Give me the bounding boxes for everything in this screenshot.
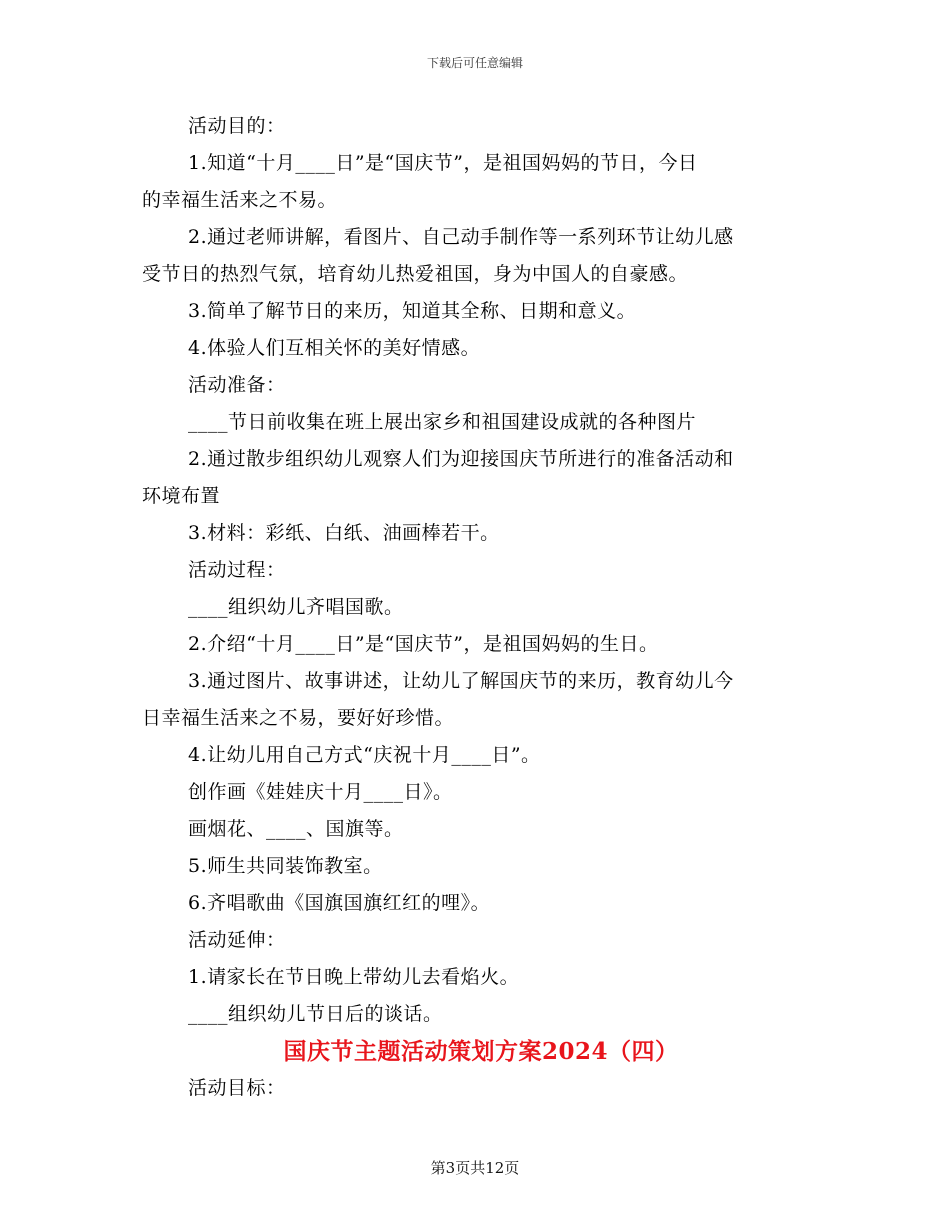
header-note: 下载后可任意编辑 — [426, 56, 523, 70]
paragraph-line: 5.师生共同装饰教室。 — [188, 855, 383, 877]
paragraph-line: 1.知道“十月____日”是“国庆节”，是祖国妈妈的节日，今日 — [188, 152, 698, 174]
paragraph-line: ____组织幼儿齐唱国歌。 — [188, 596, 404, 618]
paragraph-after-title: 活动目标： — [188, 1077, 286, 1099]
paragraph-line: 6.齐唱歌曲《国旗国旗红红的哩》。 — [188, 892, 491, 914]
paragraph-line: 3.通过图片、故事讲述，让幼儿了解国庆节的来历，教育幼儿今 — [188, 670, 734, 692]
section-title: 国庆节主题活动策划方案2024（四） — [283, 1038, 679, 1065]
paragraph-line: ____节日前收集在班上展出家乡和祖国建设成就的各种图片 — [188, 411, 697, 433]
paragraph-line: 2.通过散步组织幼儿观察人们为迎接国庆节所进行的准备活动和 — [188, 448, 734, 470]
paragraph-line: ____组织幼儿节日后的谈话。 — [188, 1003, 443, 1025]
page-number: 第3页共12页 — [430, 1159, 520, 1177]
paragraph-line: 4.体验人们互相关怀的美好情感。 — [188, 337, 481, 359]
paragraph-line: 活动准备： — [188, 374, 286, 396]
paragraph-line: 活动过程： — [188, 559, 286, 581]
paragraph-line: 活动目的： — [188, 115, 286, 137]
paragraph-line: 日幸福生活来之不易，要好好珍惜。 — [142, 707, 455, 729]
paragraph-line: 受节日的热烈气氛，培育幼儿热爱祖国，身为中国人的自豪感。 — [142, 263, 689, 285]
paragraph-line: 2.通过老师讲解，看图片、自己动手制作等一系列环节让幼儿感 — [188, 226, 734, 248]
paragraph-line: 3.简单了解节日的来历，知道其全称、日期和意义。 — [188, 300, 637, 322]
paragraph-line: 2.介绍“十月____日”是“国庆节”，是祖国妈妈的生日。 — [188, 633, 659, 655]
paragraph-line: 画烟花、____、国旗等。 — [188, 818, 404, 840]
paragraph-list — [142, 108, 802, 1033]
document-body — [142, 108, 802, 1107]
paragraph-line: 创作画《娃娃庆十月____日》。 — [188, 781, 453, 803]
paragraph-line: 的幸福生活来之不易。 — [142, 189, 338, 211]
paragraph-line: 4.让幼儿用自己方式“庆祝十月____日”。 — [188, 744, 541, 766]
paragraph-line: 3.材料：彩纸、白纸、油画棒若干。 — [188, 522, 500, 544]
paragraph-line: 环境布置 — [142, 485, 221, 507]
paragraph-line: 1.请家长在节日晚上带幼儿去看焰火。 — [188, 966, 520, 988]
paragraph-line: 活动延伸： — [188, 929, 286, 951]
